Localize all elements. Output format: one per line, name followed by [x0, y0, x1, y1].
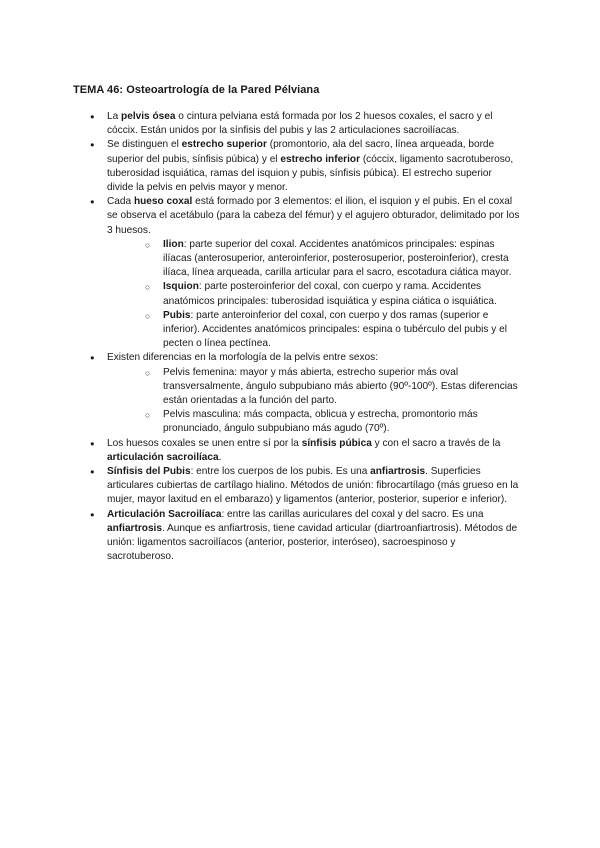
bold-term: Ilion	[163, 238, 184, 250]
sub-item	[145, 238, 520, 281]
bold-term: articulación sacroilíaca	[107, 451, 219, 463]
text-run: Cada	[107, 196, 134, 208]
text-run: . Superficies articulares cubiertas de cartílago hialino. Métodos de unión: fibrocartílago (más grueso en la mujer, mayor laxitud en el embarazo) y ligamentos (anterior, posterior, superior e inferior).	[107, 466, 519, 506]
text-run: : parte superior del coxal. Accidentes anatómicos principales: espinas ilíacas (anterosuperior, anteroinferior, posterosuperior, posteroinferior), cresta ilíaca, línea arqueada, carilla articular para el sacro, escotadura ciática mayor.	[163, 238, 512, 279]
bold-term: Isquion	[163, 281, 199, 293]
text-run: : entre las carillas auriculares del coxal y del sacro. Es una	[221, 508, 484, 520]
sub-list	[107, 366, 520, 437]
bold-term: pelvis ósea	[121, 111, 176, 122]
bullet-text	[107, 352, 378, 363]
document-body	[90, 110, 520, 565]
text-run: La	[107, 111, 122, 122]
text-run: : parte anteroinferior del coxal, con cuerpo y dos ramas (superior e inferior). Accidentes anatómicos principales: espina o tubérculo del pubis y el pecten o línea pectínea.	[163, 309, 507, 350]
sub-item	[145, 408, 520, 436]
text-run: Pelvis femenina: mayor y más abierta, estrecho superior más oval transversalmente, ángulo subpubiano más abierto (90º-100º). Estas diferencias están orientadas a la función del parto.	[163, 366, 518, 407]
sub-item	[145, 366, 520, 409]
bullet-item	[90, 465, 520, 508]
sub-list	[107, 238, 520, 352]
text-run: está formado por 3 elementos: el ilion, el isquion y el pubis. En el coxal se observa el acetábulo (para la cabeza del fémur) y el agujero obturador, delimitado por los 3 huesos.	[107, 196, 520, 236]
text-run: Existen diferencias en la morfología de la pelvis entre sexos:	[107, 352, 378, 364]
text-run: Se distinguen el	[107, 139, 182, 151]
document-title: TEMA 46: Osteoartrología de la Pared Pélviana	[73, 84, 320, 96]
text-run: . Aunque es anfiartrosis, tiene cavidad articular (diartroanfiartrosis). Métodos de unión: ligamentos sacroilíacos (anterior, posterior, interóseo), sacroespinoso y sacrotuberoso.	[107, 522, 518, 563]
bullet-item	[90, 437, 520, 465]
bold-term: estrecho superior	[181, 139, 267, 151]
text-run: y con el sacro a través de la	[371, 437, 501, 449]
bullet-list	[90, 110, 520, 565]
text-run: (cóccix, ligamento sacrotuberoso, tuberosidad isquiática, ramas del isquion y pubis, sínfisis púbica). El estrecho superior divide la pelvis en pelvis mayor y menor.	[107, 153, 514, 194]
text-run: o cintura pelviana está formada por los 2 huesos coxales, el sacro y el cóccix. Están unidos por la sínfisis del pubis y las 2 articulaciones sacroilíacas.	[107, 111, 493, 137]
text-run: Los huesos coxales se unen entre sí por la	[107, 437, 302, 449]
bullet-item	[90, 110, 520, 138]
bold-term: estrecho inferior	[280, 153, 361, 165]
bold-term: sínfisis púbica	[301, 437, 372, 449]
bullet-text	[107, 196, 519, 235]
sub-item	[145, 280, 520, 308]
text-run: (promontorio, ala del sacro, línea arqueada, borde superior del pubis, sínfisis púbica) y el	[107, 139, 495, 165]
bold-term: anfiartrosis	[370, 466, 426, 478]
sub-item	[145, 309, 520, 352]
text-run: .	[218, 451, 222, 463]
bullet-item	[90, 351, 520, 436]
text-run: Pelvis masculina: más compacta, oblicua y estrecha, promontorio más pronunciado, ángulo subpubiano más agudo (70º).	[163, 409, 478, 435]
bullet-item	[90, 195, 520, 351]
bullet-item	[90, 508, 520, 565]
bold-term: Pubis	[163, 309, 191, 321]
bold-term: Articulación Sacroilíaca	[107, 508, 222, 520]
text-run: : parte posteroinferior del coxal, con cuerpo y rama. Accidentes anatómicos principales: tuberosidad isquiática y espina ciática o isquiática.	[163, 281, 497, 307]
bold-term: Sínfisis del Pubis	[107, 466, 191, 478]
bullet-item	[90, 138, 520, 195]
bold-term: hueso coxal	[133, 196, 193, 208]
bold-term: anfiartrosis	[107, 522, 162, 534]
text-run: : entre los cuerpos de los pubis. Es una	[190, 466, 371, 478]
